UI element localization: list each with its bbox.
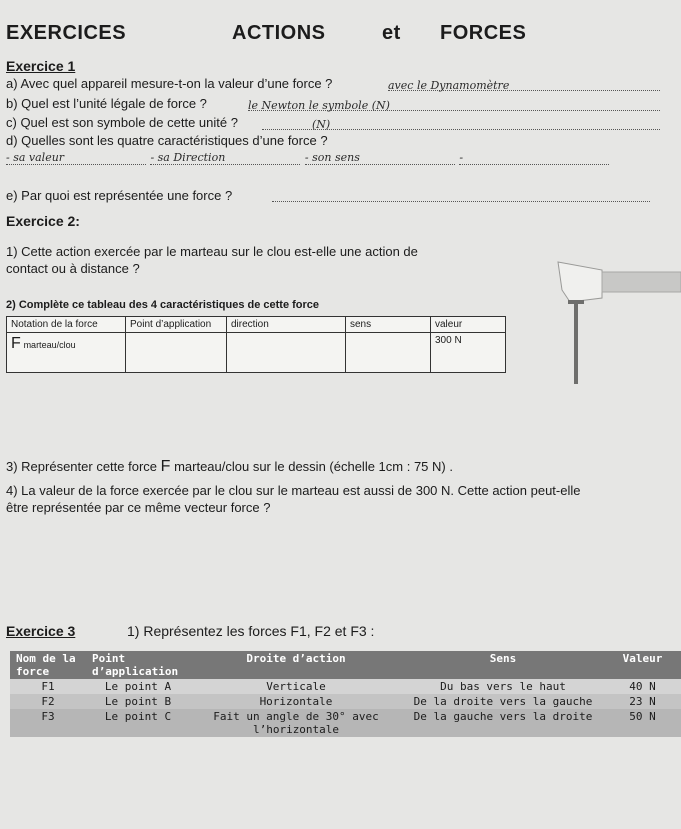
ex1-answer-line-c xyxy=(262,115,660,130)
ex3-question-1: 1) Représentez les forces F1, F2 et F3 : xyxy=(127,623,375,639)
table-cell-notation xyxy=(7,333,126,373)
table-cell-point[interactable] xyxy=(126,333,227,373)
ex1-answer-d1: - sa valeur xyxy=(6,151,146,165)
ex1-answer-line-d xyxy=(6,148,660,162)
table-header-valeur: valeur xyxy=(431,317,506,333)
ex3-header-point: Point d’application xyxy=(86,651,190,679)
ex3-cell-nom: F2 xyxy=(10,694,86,709)
ex1-question-b: b) Quel est l’unité légale de force ? xyxy=(6,96,207,111)
table-header-notation: Notation de la force xyxy=(7,317,126,333)
ex3-cell-sens: De la gauche vers la droite xyxy=(402,709,604,737)
table-header-sens: sens xyxy=(346,317,431,333)
ex1-question-d: d) Quelles sont les quatre caractéristiques d’une force ? xyxy=(6,133,328,148)
table-cell-sens[interactable] xyxy=(346,333,431,373)
ex3-cell-droite: Verticale xyxy=(190,679,402,694)
ex3-cell-valeur: 50 N xyxy=(604,709,681,737)
title-exercices: EXERCICES xyxy=(6,22,127,44)
table-row xyxy=(10,709,681,737)
ex3-cell-droite: Horizontale xyxy=(190,694,402,709)
ex3-header-nom: Nom de la force xyxy=(10,651,86,679)
table-row xyxy=(10,679,681,694)
table-header-row xyxy=(7,317,506,333)
ex1-answer-line-b xyxy=(248,96,660,111)
table-header-direction: direction xyxy=(227,317,346,333)
ex2-question-4-line1: 4) La valeur de la force exercée par le clou sur le marteau est aussi de 300 N. Cette action peut-elle xyxy=(6,483,581,498)
force-letter: F xyxy=(11,335,21,352)
table-cell-valeur: 300 N xyxy=(431,333,506,373)
ex3-cell-valeur: 23 N xyxy=(604,694,681,709)
hammer-nail-drawing xyxy=(540,240,681,390)
ex2-question-4-line2: être représentée par ce même vecteur force ? xyxy=(6,500,271,515)
ex2-question-2: 2) Complète ce tableau des 4 caractéristiques de cette force xyxy=(6,299,320,311)
ex1-answer-a: avec le Dynamomètre xyxy=(388,79,510,92)
ex1-question-a: a) Avec quel appareil mesure-t-on la valeur d’une force ? xyxy=(6,76,333,91)
q3-force-letter: F xyxy=(160,458,171,475)
ex1-answer-c: (N) xyxy=(312,118,331,131)
ex3-header-droite: Droite d’action xyxy=(190,651,402,679)
table-cell-direction[interactable] xyxy=(227,333,346,373)
ex2-heading: Exercice 2: xyxy=(6,213,80,229)
ex3-forces-table xyxy=(10,651,681,737)
title-et: et xyxy=(382,22,401,44)
ex1-answer-d3: - son sens xyxy=(305,151,455,165)
title-forces: FORCES xyxy=(440,22,527,44)
ex3-cell-nom: F3 xyxy=(10,709,86,737)
ex3-table-header xyxy=(10,651,681,679)
ex1-answer-line-e xyxy=(272,189,650,202)
ex2-characteristics-table xyxy=(6,316,506,373)
ex3-cell-sens: Du bas vers le haut xyxy=(402,679,604,694)
ex3-cell-point: Le point A xyxy=(86,679,190,694)
q3-text-a: 3) Représenter cette force xyxy=(6,459,158,474)
ex2-question-1-line1: 1) Cette action exercée par le marteau sur le clou est-elle une action de xyxy=(6,244,418,259)
ex1-answer-d2: - sa Direction xyxy=(150,151,300,165)
nail-head xyxy=(568,300,584,304)
ex1-question-e: e) Par quoi est représentée une force ? xyxy=(6,188,233,203)
hammer-handle xyxy=(602,272,681,292)
title-actions: ACTIONS xyxy=(232,22,326,44)
nail xyxy=(574,302,578,384)
ex3-header-sens: Sens xyxy=(402,651,604,679)
force-subscript: marteau/clou xyxy=(23,340,76,350)
ex1-heading: Exercice 1 xyxy=(6,58,76,74)
ex3-cell-valeur: 40 N xyxy=(604,679,681,694)
ex3-heading: Exercice 3 xyxy=(6,623,76,639)
ex3-cell-droite: Fait un angle de 30° avec l’horizontale xyxy=(190,709,402,737)
ex2-question-1-line2: contact ou à distance ? xyxy=(6,261,140,276)
ex1-question-c: c) Quel est son symbole de cette unité ? xyxy=(6,115,238,130)
table-row xyxy=(10,694,681,709)
table-header-point: Point d’application xyxy=(126,317,227,333)
ex1-answer-d4: - xyxy=(459,151,609,165)
ex3-cell-point: Le point B xyxy=(86,694,190,709)
ex3-cell-point: Le point C xyxy=(86,709,190,737)
table-row xyxy=(7,333,506,373)
ex1-answer-line-a xyxy=(388,76,660,91)
ex3-cell-nom: F1 xyxy=(10,679,86,694)
hammer-head xyxy=(558,262,602,302)
ex3-cell-sens: De la droite vers la gauche xyxy=(402,694,604,709)
ex3-header-valeur: Valeur xyxy=(604,651,681,679)
q3-text-b: marteau/clou sur le dessin (échelle 1cm : 75 N) . xyxy=(174,459,453,474)
ex1-answer-b: le Newton le symbole (N) xyxy=(248,99,390,112)
ex2-question-3 xyxy=(6,458,453,475)
